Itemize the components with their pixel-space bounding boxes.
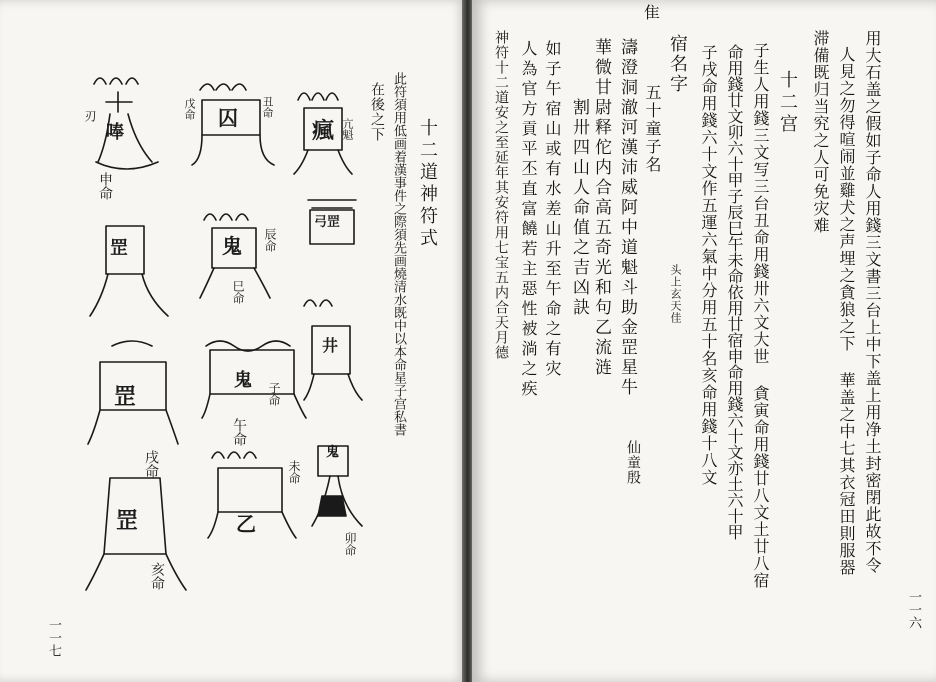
talisman-3-0-label: 亥命: [149, 562, 165, 590]
talisman-0-0-label: 亢魁: [341, 118, 354, 140]
talisman-section-title: 十二道神符式: [417, 118, 438, 250]
talisman-3-2: [80, 472, 190, 602]
small-note-1: 头上玄天佳: [669, 264, 682, 324]
talisman-1-2: [86, 212, 176, 322]
talisman-3-2-label: 卯命: [343, 532, 357, 556]
talisman-0-2-glyph: 唪: [106, 122, 124, 143]
talisman-3-1-glyph: 乙: [236, 512, 256, 536]
left-instruction-column-1: 此符須用低画着漢事件之際須先画燒清水既中以本命星子宫私書: [391, 72, 406, 436]
talisman-2-1-glyph: 鬼: [234, 370, 252, 391]
text-column-7: 子戌命用錢六十文作五運六氣中分用五十名亥命用錢十八文: [699, 44, 718, 486]
talisman-0-2-label: 刃: [83, 110, 97, 122]
talisman-1-1-label: 辰命: [263, 228, 277, 252]
talisman-1-2-label: 巳命: [231, 280, 245, 304]
talisman-1-1-glyph: 鬼: [222, 234, 242, 258]
talisman-1-2-glyph: 罡: [110, 238, 128, 259]
right-page-header-mark: 隹: [644, 3, 661, 22]
text-column-2: 人見之勿得喧闹並雞犬之声埋之貪狼之下 華盖之中七其衣冠田則服器: [837, 46, 856, 576]
section-heading-fifty-children: 五十童子名: [643, 84, 662, 174]
talisman-3-0-glyph: 鬼: [326, 445, 340, 460]
section-heading-mountain-fortune: 割卅四山人命值之吉凶訣: [569, 98, 589, 318]
left-page: [0, 0, 466, 682]
talisman-2-0-glyph: 井: [322, 336, 339, 355]
talisman-0-2: [88, 72, 168, 182]
section-heading-star-names: 宿名字: [667, 34, 688, 94]
section-heading-twelve-palaces: 十二宫: [777, 70, 798, 136]
talisman-2-1: [200, 336, 310, 426]
talisman-1-0-glyph: 弓罡: [314, 215, 341, 230]
text-column-fortune-1: 如子午宿山或有水差山升至午命之有灾: [543, 40, 562, 380]
text-column-fortune-2: 人為官方貢平丕直富饒若主惡性被淌之疾: [519, 40, 538, 400]
talisman-2-2-label: 子命: [267, 382, 281, 406]
text-column-5: 子生人用錢三文写三台丑命用錢卅六文大世 貪寅命用錢廿八文土廿八宿: [751, 42, 770, 589]
talisman-3-2-glyph: 罡: [116, 508, 139, 534]
text-column-3: 滞備既归当究之人可免灾难: [811, 30, 830, 234]
left-instruction-column-2: 在後之下: [369, 82, 385, 142]
talisman-2-0-label: 戌命: [143, 450, 159, 478]
talisman-1-0-label: 申命: [97, 172, 113, 200]
talisman-0-1-label-2: 戊命: [183, 98, 196, 120]
text-column-names-1: 濤澄洞澈河漢沛威阿中道魁斗助金罡星牛: [617, 38, 637, 398]
talisman-2-1-label: 午命: [231, 418, 247, 446]
right-page-number: 一一六: [906, 590, 921, 629]
talisman-0-1-label: 丑命: [261, 96, 274, 118]
right-page: [472, 0, 936, 682]
text-column-6: 命用錢廿文卯六十甲子辰巳午未命依用廿宿申命用錢六十文亦土六十甲: [725, 44, 744, 540]
small-note-2: 仙童殷: [625, 440, 641, 485]
left-page-number: 一一七: [46, 618, 61, 657]
text-column-fortune-3: 神符十二道安之至延年其安符用七宝五内合天月德: [493, 30, 509, 360]
text-column-1: 用大石盖之假如子命人用錢三文書三台上中下盖上用净土封密閉此故不令: [863, 30, 882, 574]
talisman-0-0-glyph: 瘋: [312, 118, 335, 144]
talisman-0-1-glyph: 囚: [218, 106, 238, 130]
talisman-3-0: [300, 436, 380, 546]
text-column-names-2: 華微甘尉释佗内合高五奇光和句乙流涟: [591, 38, 611, 378]
talisman-2-2-glyph: 罡: [114, 384, 137, 410]
talisman-3-1-label: 未命: [287, 460, 301, 484]
